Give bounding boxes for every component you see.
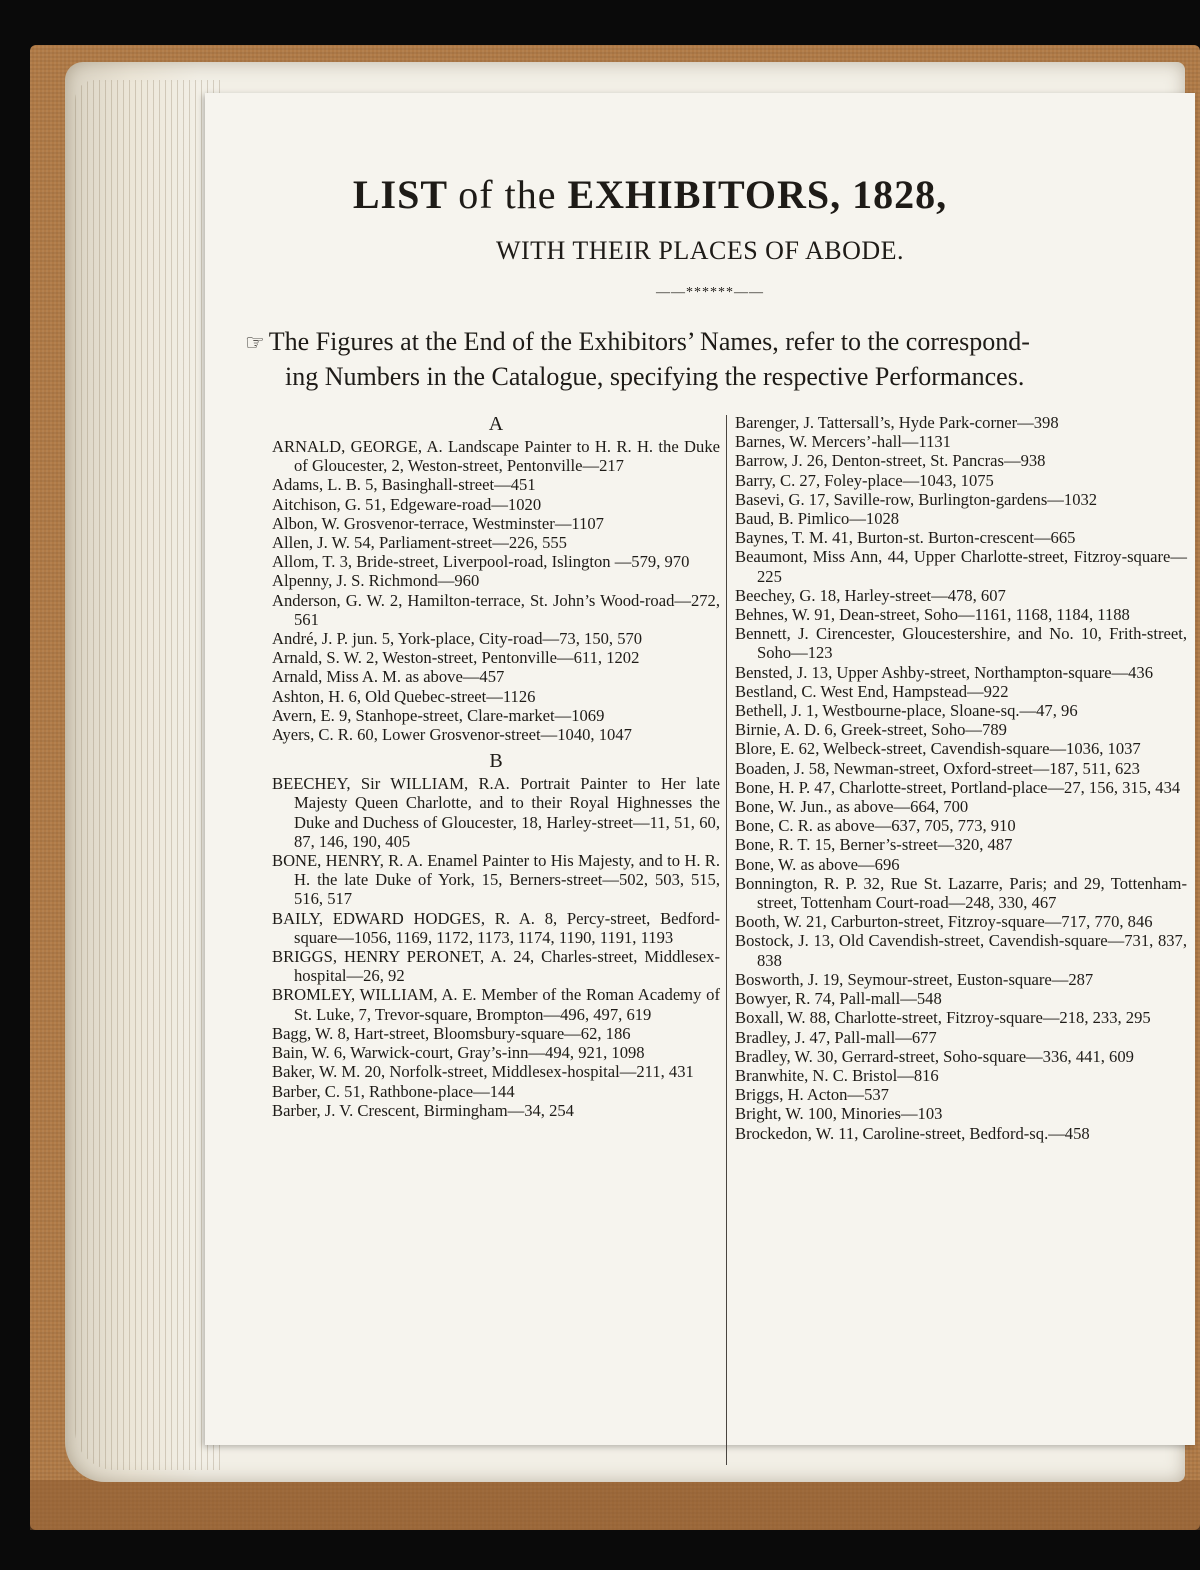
- exhibitor-entry: Bone, W. Jun., as above—664, 700: [735, 797, 969, 817]
- exhibitor-entry: Barrow, J. 26, Denton-street, St. Pancras—938: [735, 451, 1046, 471]
- exhibitor-entry: Bestland, C. West End, Hampstead—922: [735, 681, 1009, 701]
- exhibitor-entry: Boaden, J. 58, Newman-street, Oxford-street—187, 511, 623: [735, 758, 1140, 778]
- exhibitor-entry: Basevi, G. 17, Saville-row, Burlington-gardens—1032: [735, 489, 1098, 509]
- exhibitor-entry: Albon, W. Grosvenor-terrace, Westminster—1107: [272, 513, 604, 533]
- exhibitor-entry: Bowyer, R. 74, Pall-mall—548: [735, 989, 942, 1009]
- exhibitor-entry: BONE, HENRY, R. A. Enamel Painter to His Majesty, and to H. R. H. the late Duke of York, 15, Berners-street—502, 503, 515, 516, 517: [272, 851, 720, 909]
- exhibitor-entry: Barber, C. 51, Rathbone-place—144: [272, 1081, 515, 1101]
- book-page: [205, 93, 1195, 1445]
- exhibitor-entry: Birnie, A. D. 6, Greek-street, Soho—789: [735, 720, 1007, 740]
- cover-edge: [30, 1480, 1200, 1530]
- exhibitor-entry: Adams, L. B. 5, Basinghall-street—451: [272, 475, 536, 495]
- exhibitor-entry: BROMLEY, WILLIAM, A. E. Member of the Roman Academy of St. Luke, 7, Trevor-square, Brompton—496, 497, 619: [272, 985, 720, 1024]
- exhibitor-entry: Bone, H. P. 47, Charlotte-street, Portland-place—27, 156, 315, 434: [735, 777, 1181, 797]
- note-line-2: ing Numbers in the Catalogue, specifying the respective Performances.: [285, 362, 1025, 391]
- exhibitor-entry: Anderson, G. W. 2, Hamilton-terrace, St. John’s Wood-road—272, 561: [272, 590, 720, 629]
- exhibitor-entry: Arnald, S. W. 2, Weston-street, Pentonville—611, 1202: [272, 648, 640, 668]
- title-exhibitors: EXHIBITORS, 1828,: [567, 172, 948, 217]
- exhibitor-entry: Bright, W. 100, Minories—103: [735, 1104, 943, 1124]
- exhibitor-entry: Bone, C. R. as above—637, 705, 773, 910: [735, 816, 1016, 836]
- title-list: LIST: [352, 172, 448, 217]
- exhibitor-entry: Allom, T. 3, Bride-street, Liverpool-road, Islington —579, 970: [272, 552, 690, 572]
- exhibitor-entry: Barenger, J. Tattersall’s, Hyde Park-corner—398: [735, 413, 1059, 432]
- exhibitor-entry: ARNALD, GEORGE, A. Landscape Painter to H. R. H. the Duke of Gloucester, 2, Weston-street, Pentonville—217: [272, 437, 720, 476]
- note-line-1: The Figures at the End of the Exhibitors’ Names, refer to the correspond-: [268, 327, 1030, 356]
- exhibitor-entry: Alpenny, J. S. Richmond—960: [272, 571, 480, 591]
- exhibitor-entry: Bradley, J. 47, Pall-mall—677: [735, 1027, 937, 1047]
- exhibitor-entry: Boxall, W. 88, Charlotte-street, Fitzroy-square—218, 233, 295: [735, 1008, 1151, 1028]
- exhibitor-entry: Avern, E. 9, Stanhope-street, Clare-market—1069: [272, 705, 605, 725]
- exhibitor-entry: Bone, W. as above—696: [735, 854, 900, 874]
- exhibitor-entry: Bain, W. 6, Warwick-court, Gray’s-inn—494, 921, 1098: [272, 1043, 645, 1063]
- exhibitor-entry: Brockedon, W. 11, Caroline-street, Bedford-sq.—458: [735, 1123, 1090, 1143]
- exhibitor-entry: Bradley, W. 30, Gerrard-street, Soho-square—336, 441, 609: [735, 1046, 1134, 1066]
- exhibitor-entry: Arnald, Miss A. M. as above—457: [272, 667, 505, 687]
- exhibitor-entry: Branwhite, N. C. Bristol—816: [735, 1065, 939, 1085]
- exhibitor-entry: Beaumont, Miss Ann, 44, Upper Charlotte-street, Fitzroy-square—225: [735, 547, 1187, 586]
- exhibitor-entry: BAILY, EDWARD HODGES, R. A. 8, Percy-street, Bedford-square—1056, 1169, 1172, 1173, 1174, 1190, 1191, 1193: [272, 908, 720, 947]
- exhibitor-entry: Barry, C. 27, Foley-place—1043, 1075: [735, 470, 994, 490]
- exhibitor-entry: BRIGGS, HENRY PERONET, A. 24, Charles-street, Middlesex-hospital—26, 92: [272, 947, 720, 986]
- section-letter-a: A: [488, 413, 504, 435]
- exhibitor-entry: Booth, W. 21, Carburton-street, Fitzroy-square—717, 770, 846: [735, 912, 1153, 932]
- exhibitor-entry: Bethell, J. 1, Westbourne-place, Sloane-sq.—47, 96: [735, 701, 1078, 721]
- exhibitor-entry: Bostock, J. 13, Old Cavendish-street, Cavendish-square—731, 837, 838: [735, 931, 1187, 970]
- entries-a: [272, 437, 720, 744]
- exhibitor-entry: Bonnington, R. P. 32, Rue St. Lazarre, Paris; and 29, Tottenham-street, Tottenham Court-road—248, 330, 467: [735, 873, 1187, 913]
- page-subtitle: WITH THEIR PLACES OF ABODE.: [495, 236, 905, 265]
- exhibitor-entry: Baud, B. Pimlico—1028: [735, 509, 900, 529]
- exhibitor-entry: Allen, J. W. 54, Parliament-street—226, 555: [272, 533, 567, 553]
- exhibitor-entry: Bensted, J. 13, Upper Ashby-street, Northampton-square—436: [735, 662, 1153, 682]
- left-column: [272, 413, 720, 1120]
- entries-b: [272, 774, 720, 1120]
- exhibitor-entry: Baynes, T. M. 41, Burton-st. Burton-crescent—665: [735, 528, 1076, 548]
- exhibitor-entry: BEECHEY, Sir WILLIAM, R.A. Portrait Painter to Her late Majesty Queen Charlotte, and to their Royal Highnesses the Duke and Duchess of Gloucester, 18, Harley-street—11, 51, 60, 87, 146, 190, 405: [272, 774, 720, 851]
- explanatory-note: [245, 325, 1190, 394]
- exhibitor-entry: Ayers, C. R. 60, Lower Grosvenor-street—1040, 1047: [272, 725, 632, 745]
- column-divider: [726, 415, 727, 1465]
- exhibitor-entry: Baker, W. M. 20, Norfolk-street, Middlesex-hospital—211, 431: [272, 1062, 694, 1082]
- section-letter-b: B: [489, 750, 503, 773]
- exhibitor-entry: Bagg, W. 8, Hart-street, Bloomsbury-square—62, 186: [272, 1023, 631, 1043]
- exhibitor-entry: Barnes, W. Mercers’-hall—1131: [735, 432, 951, 452]
- exhibitor-entry: Ashton, H. 6, Old Quebec-street—1126: [272, 686, 536, 706]
- title-of-the: of the: [458, 172, 557, 217]
- exhibitor-entry: Bosworth, J. 19, Seymour-street, Euston-square—287: [735, 969, 1094, 989]
- exhibitor-entry: Blore, E. 62, Welbeck-street, Cavendish-square—1036, 1037: [735, 739, 1141, 759]
- exhibitor-entry: André, J. P. jun. 5, York-place, City-road—73, 150, 570: [272, 629, 643, 649]
- pointing-hand-icon: ☞: [245, 330, 265, 355]
- entries-right: [735, 413, 1187, 1143]
- exhibitor-entry: Aitchison, G. 51, Edgeware-road—1020: [272, 494, 542, 514]
- exhibitor-entry: Bennett, J. Cirencester, Gloucestershire, and No. 10, Frith-street, Soho—123: [735, 624, 1187, 663]
- ornament-divider: ——******——: [656, 285, 764, 300]
- exhibitor-entry: Barber, J. V. Crescent, Birmingham—34, 254: [272, 1100, 574, 1120]
- exhibitor-entry: Beechey, G. 18, Harley-street—478, 607: [735, 585, 1006, 605]
- page-edges: [75, 80, 225, 1470]
- page-title: [105, 171, 1195, 218]
- exhibitor-entry: Bone, R. T. 15, Berner’s-street—320, 487: [735, 835, 1013, 855]
- exhibitor-entry: Briggs, H. Acton—537: [735, 1085, 889, 1105]
- exhibitor-entry: Behnes, W. 91, Dean-street, Soho—1161, 1168, 1184, 1188: [735, 605, 1130, 625]
- right-column: [735, 413, 1187, 1143]
